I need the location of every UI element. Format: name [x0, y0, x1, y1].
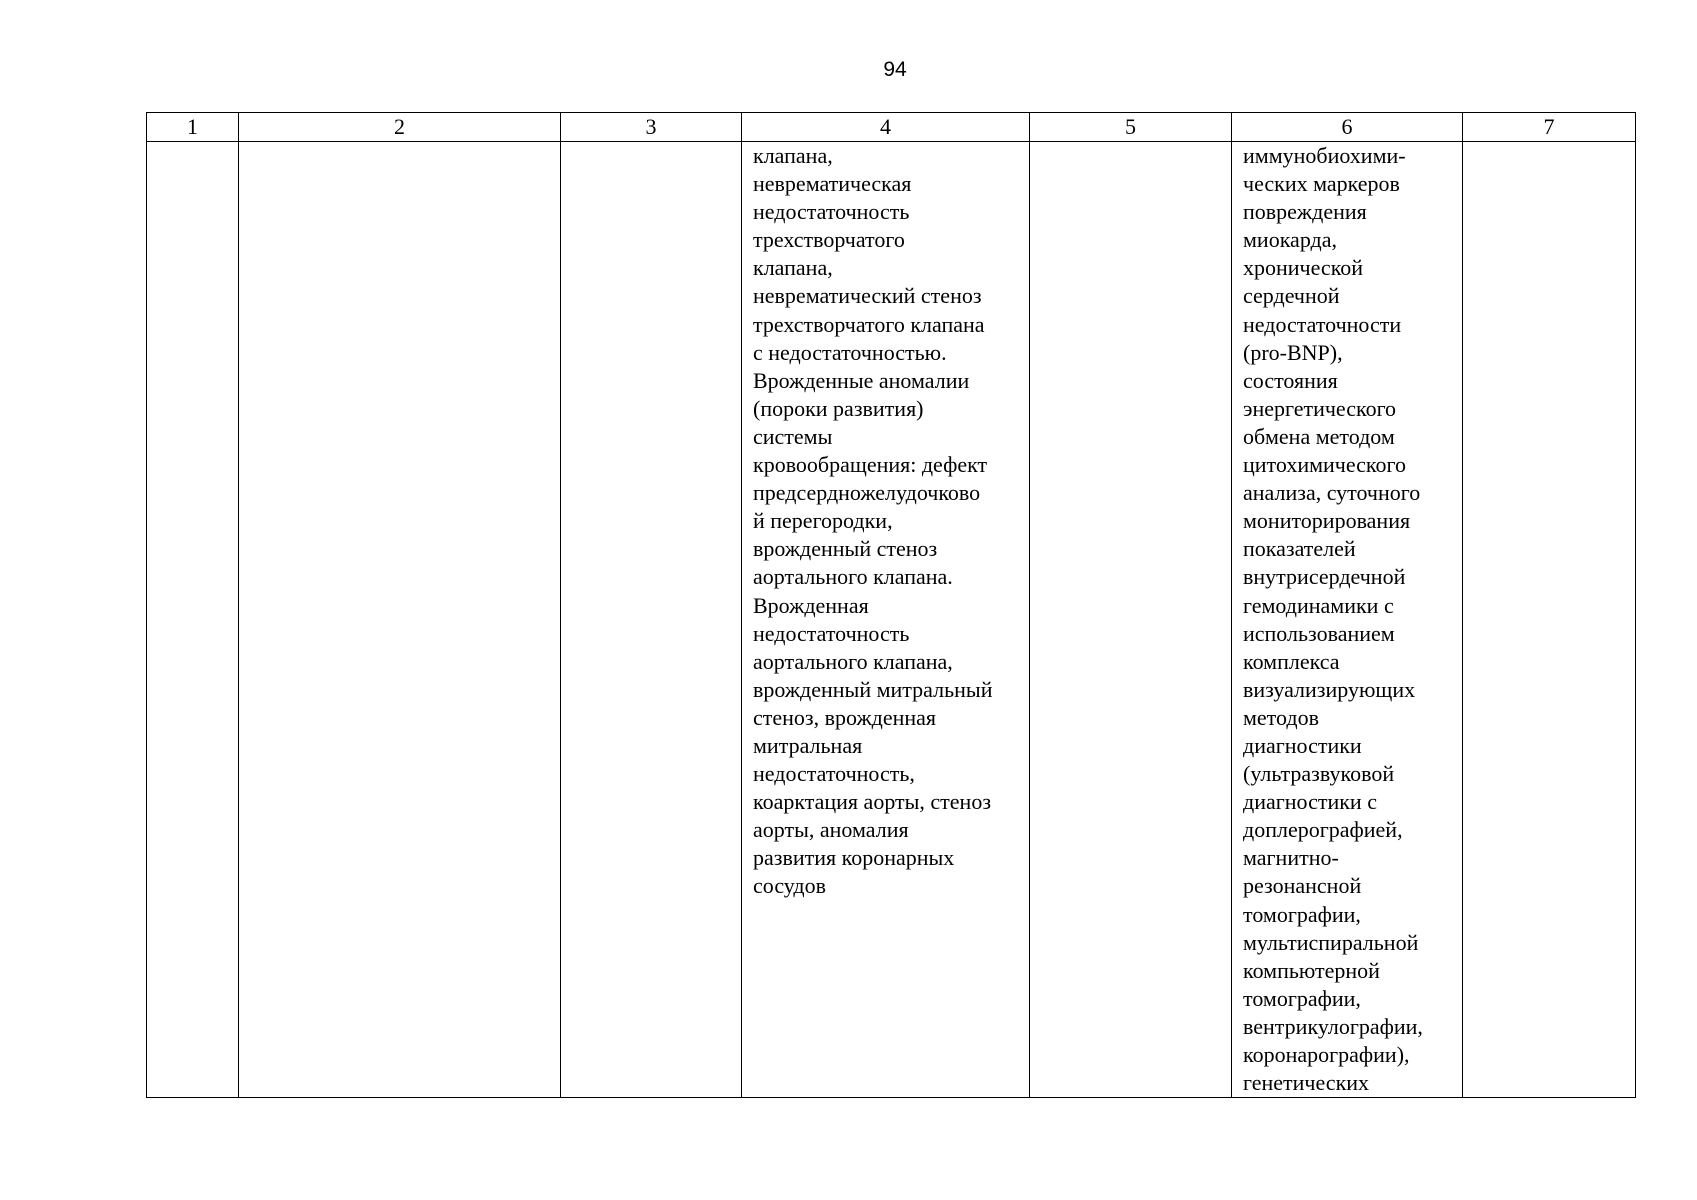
column-header-2: 2: [239, 113, 561, 142]
cell-methods: иммунобиохими- ческих маркеров повреждения миокарда, хронической сердечной недостаточности (pro-BNP), состояния энергетического обмена методом цитохимического анализа, суточного мониторирования показателей внутрисердечной гемодинамики с использованием комплекса визуализирующих методов диагностики (ультразвуковой диагностики с доплерографией, магнитно- резонансной томографии, мультиспиральной компьютерной томографии, вентрикулографии, коронарографии), генетических: [1232, 142, 1463, 1098]
cell-col-7: [1463, 142, 1636, 1098]
column-header-3: 3: [561, 113, 742, 142]
column-header-4: 4: [742, 113, 1030, 142]
cell-diagnoses: клапана, неврематическая недостаточность трехстворчатого клапана, неврематический стеноз трехстворчатого клапана с недостаточностью. Врожденные аномалии (пороки развития) системы кровообращения: дефект предсердножелудочково й перегородки, врожденный стеноз аортального клапана. Врожденная недостаточность аортального клапана, врожденный митральный стеноз, врожденная митральная недостаточность, коарктация аорты, стеноз аорты, аномалия развития коронарных сосудов: [742, 142, 1030, 1098]
column-header-5: 5: [1030, 113, 1232, 142]
cell-col-3: [561, 142, 742, 1098]
table-row: [147, 142, 1636, 1098]
page-number: 94: [883, 58, 907, 81]
header-row: [147, 113, 1636, 142]
cell-col-2: [239, 142, 561, 1098]
cell-col-5: [1030, 142, 1232, 1098]
column-header-7: 7: [1463, 113, 1636, 142]
cell-col-1: [147, 142, 239, 1098]
column-header-6: 6: [1232, 113, 1463, 142]
data-table: [146, 112, 1636, 1098]
column-header-1: 1: [147, 113, 239, 142]
